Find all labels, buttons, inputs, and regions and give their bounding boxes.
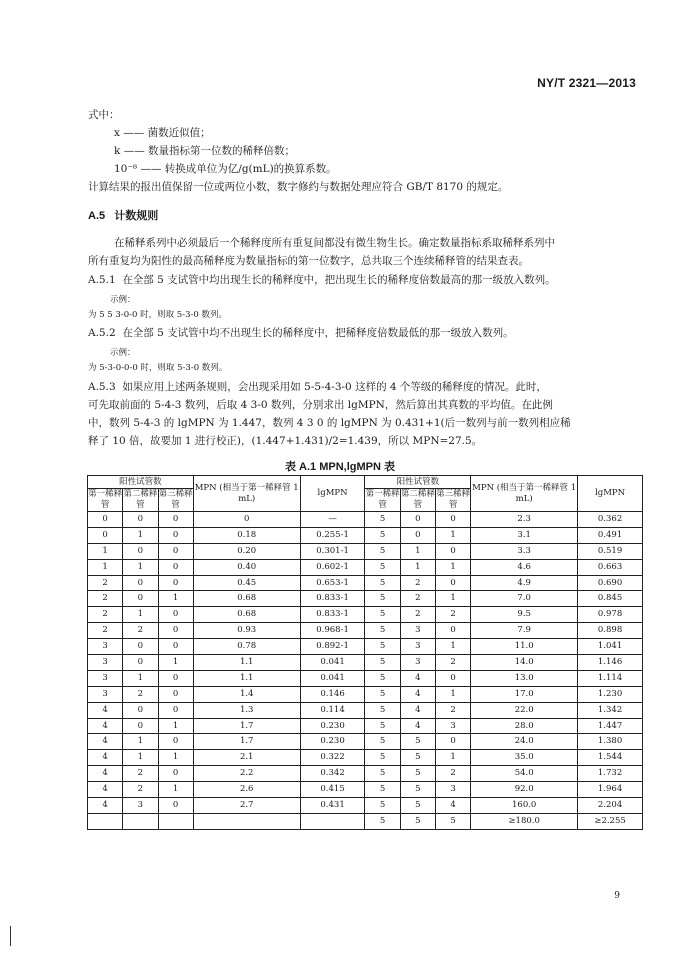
cell-dil-2: 2: [123, 623, 158, 639]
cell-lgmpn: 0.833-1: [300, 591, 365, 607]
cell-dil-2: 2: [123, 766, 158, 782]
cell-lgmpn: 0.653-1: [300, 575, 365, 591]
mpn-header-right: MPN (相当于第一稀释管 1 mL): [471, 476, 578, 512]
cell-mpn: 13.0: [471, 670, 578, 686]
cell-dil-1: 5: [365, 527, 400, 543]
cell-dil-2: 2: [400, 575, 435, 591]
cell-dil-3: 0: [435, 734, 470, 750]
cell-lgmpn: 1.041: [578, 639, 643, 655]
section-heading: [88, 209, 158, 223]
cell-dil-2: 5: [400, 798, 435, 814]
cell-dil-2: 1: [123, 559, 158, 575]
cell-lgmpn: 1.380: [578, 734, 643, 750]
table-row: [88, 623, 643, 639]
cell-dil-1: 3: [88, 670, 123, 686]
cell-dil-1: 4: [88, 798, 123, 814]
group-header-left: 阳性试管数: [88, 476, 194, 489]
cell-mpn: 2.3: [471, 512, 578, 528]
table-row: [88, 591, 643, 607]
sub-header-3: 第三稀释管: [158, 489, 193, 510]
cell-mpn: 14.0: [471, 655, 578, 671]
cell-mpn: 9.5: [471, 607, 578, 623]
cell-lgmpn: 0.255-1: [300, 527, 365, 543]
rule-a53-line3: 中，数列 5-4-3 的 lgMPN 为 1.447，数列 4 3 0 的 lgMPN 为 0.431+1(后一数列与前一数列相应稀: [88, 417, 571, 429]
formula-note-3: 10⁻⁸ —— 转换成单位为亿/g(mL)的换算系数。: [114, 163, 337, 175]
rule-text: 如果应用上述两条规则，会出现采用如 5-5-4-3-0 这样的 4 个等级的稀释度的情况。此时，: [122, 381, 547, 393]
table-row: [88, 686, 643, 702]
cell-dil-1: 2: [88, 607, 123, 623]
cell-dil-1: 0: [88, 527, 123, 543]
cell-dil-3: 0: [158, 798, 193, 814]
cell-mpn: 1.7: [193, 734, 300, 750]
cell-dil-2: 1: [123, 607, 158, 623]
cell-lgmpn: 0.690: [578, 575, 643, 591]
cell-dil-1: 3: [88, 686, 123, 702]
cell-dil-1: [88, 813, 123, 829]
cell-mpn: 4.6: [471, 559, 578, 575]
standard-code: NY/T 2321—2013: [537, 76, 636, 90]
cell-dil-2: 4: [400, 702, 435, 718]
cell-lgmpn: 0.230: [300, 734, 365, 750]
cell-dil-1: 1: [88, 543, 123, 559]
cell-dil-2: 0: [123, 655, 158, 671]
cell-lgmpn: 0.342: [300, 766, 365, 782]
rule-a53-line2: 可先取前面的 5-4-3 数列，后取 4 3-0 数列，分别求出 lgMPN，然后算出其真数的平均值。在此例: [88, 399, 553, 411]
cell-dil-2: 0: [123, 718, 158, 734]
table-row: [88, 527, 643, 543]
cell-dil-1: 5: [365, 702, 400, 718]
cell-dil-2: 5: [400, 782, 435, 798]
cell-dil-1: 5: [365, 798, 400, 814]
cell-dil-3: 3: [435, 782, 470, 798]
cell-dil-2: 1: [123, 734, 158, 750]
cell-lgmpn: 0.415: [300, 782, 365, 798]
cell-dil-3: 1: [435, 591, 470, 607]
example-label-1: 示例：: [110, 295, 136, 305]
table-row: [88, 575, 643, 591]
cell-mpn: 2.1: [193, 750, 300, 766]
cell-dil-3: 0: [158, 527, 193, 543]
cell-dil-2: 2: [123, 686, 158, 702]
cell-dil-1: 4: [88, 750, 123, 766]
lg-header-left: lgMPN: [300, 476, 365, 512]
cell-dil-2: 4: [400, 686, 435, 702]
cell-dil-2: 0: [123, 702, 158, 718]
cell-dil-3: 0: [158, 639, 193, 655]
rule-number: A.5.2: [88, 327, 116, 339]
rule-text: 在全部 5 支试管中均不出现生长的稀释度中，把稀释度倍数最低的那一级放入数列。: [122, 327, 514, 339]
cell-lgmpn: 0.362: [578, 512, 643, 528]
cell-lgmpn: 1.230: [578, 686, 643, 702]
cell-mpn: 24.0: [471, 734, 578, 750]
cell-dil-1: 4: [88, 718, 123, 734]
rule-a52: [88, 326, 514, 340]
cell-dil-1: 5: [365, 639, 400, 655]
cell-dil-3: 0: [158, 734, 193, 750]
cell-dil-1: 0: [88, 512, 123, 528]
cell-dil-3: 4: [435, 798, 470, 814]
cell-dil-3: 0: [435, 575, 470, 591]
cell-mpn: 0.20: [193, 543, 300, 559]
cell-dil-3: 0: [435, 543, 470, 559]
cell-dil-3: 0: [435, 623, 470, 639]
cell-lgmpn: 1.114: [578, 670, 643, 686]
cell-dil-3: 2: [435, 702, 470, 718]
sub-header-3: 第三稀释管: [436, 489, 471, 510]
cell-mpn: [193, 813, 300, 829]
cell-dil-1: 5: [365, 686, 400, 702]
cell-dil-1: 5: [365, 813, 400, 829]
cell-mpn: 1.4: [193, 686, 300, 702]
cell-mpn: 1.7: [193, 718, 300, 734]
formula-note-2: k —— 数量指标第一位数的稀释倍数；: [114, 145, 296, 157]
cell-dil-2: 0: [123, 591, 158, 607]
cell-lgmpn: [300, 813, 365, 829]
sub-header-1: 第一稀释管: [365, 489, 400, 510]
cell-dil-3: 1: [158, 655, 193, 671]
sub-header-2: 第二稀释管: [123, 489, 158, 510]
cell-dil-3: [158, 813, 193, 829]
cell-dil-3: 0: [158, 623, 193, 639]
cell-dil-3: 1: [435, 686, 470, 702]
cell-dil-3: 1: [158, 718, 193, 734]
cell-dil-3: 0: [158, 543, 193, 559]
intro-line-2: 所有重复均为阳性的最高稀释度为数量指标的第一位数字，总共取三个连续稀释管的结果查表。: [88, 255, 529, 267]
cell-dil-2: 4: [400, 670, 435, 686]
cell-mpn: 28.0: [471, 718, 578, 734]
page-number: 9: [614, 891, 620, 901]
cell-dil-2: 3: [400, 655, 435, 671]
table-row: [88, 670, 643, 686]
intro-line-1: 在稀释系列中必须最后一个稀释度所有重复间都没有微生物生长。确定数量指标系取稀释系列中: [114, 237, 555, 249]
cell-mpn: 1.3: [193, 702, 300, 718]
cell-dil-1: 3: [88, 639, 123, 655]
scan-mark: [10, 926, 11, 946]
cell-dil-3: 1: [158, 591, 193, 607]
group-header-right: 阳性试管数: [365, 476, 471, 489]
cell-mpn: 0.68: [193, 591, 300, 607]
cell-dil-3: 0: [435, 512, 470, 528]
cell-lgmpn: ≥2.255: [578, 813, 643, 829]
mpn-table: [87, 475, 643, 830]
lg-header-right: lgMPN: [578, 476, 643, 512]
cell-dil-2: 5: [400, 734, 435, 750]
cell-dil-2: 0: [400, 527, 435, 543]
cell-mpn: 0: [193, 512, 300, 528]
cell-dil-3: 0: [158, 766, 193, 782]
cell-dil-3: 0: [158, 575, 193, 591]
cell-dil-3: 0: [158, 607, 193, 623]
example-1: 为 5 5 3-0-0 时，则取 5-3-0 数列。: [88, 310, 227, 320]
table-row: [88, 607, 643, 623]
cell-dil-2: 4: [400, 718, 435, 734]
section-title: 计数规则: [114, 210, 159, 222]
cell-dil-1: 5: [365, 575, 400, 591]
cell-dil-2: 2: [123, 782, 158, 798]
cell-mpn: 7.0: [471, 591, 578, 607]
rule-a53-line1: [88, 380, 547, 394]
cell-dil-1: 5: [365, 512, 400, 528]
cell-dil-1: 1: [88, 559, 123, 575]
table-row: [88, 766, 643, 782]
cell-dil-1: 5: [365, 734, 400, 750]
cell-mpn: 0.78: [193, 639, 300, 655]
cell-dil-1: 2: [88, 623, 123, 639]
cell-dil-1: 5: [365, 543, 400, 559]
cell-mpn: 0.40: [193, 559, 300, 575]
table-row: [88, 559, 643, 575]
cell-lgmpn: 0.431: [300, 798, 365, 814]
cell-dil-3: 0: [158, 559, 193, 575]
cell-dil-2: 0: [123, 639, 158, 655]
cell-dil-1: 5: [365, 623, 400, 639]
cell-lgmpn: 1.544: [578, 750, 643, 766]
cell-dil-3: 1: [158, 782, 193, 798]
cell-lgmpn: 0.978: [578, 607, 643, 623]
cell-mpn: 0.18: [193, 527, 300, 543]
cell-dil-2: 0: [123, 512, 158, 528]
example-2: 为 5-3-0-0-0 时，则取 5-3-0 数列。: [88, 363, 228, 373]
cell-mpn: ≥180.0: [471, 813, 578, 829]
sub-header-2: 第二稀释管: [400, 489, 435, 510]
cell-dil-3: 1: [435, 559, 470, 575]
table-row: [88, 543, 643, 559]
cell-mpn: 17.0: [471, 686, 578, 702]
cell-dil-2: 2: [400, 591, 435, 607]
cell-dil-2: 1: [123, 670, 158, 686]
rule-a53-line4: 释了 10 倍，故要加 1 进行校正)，(1.447+1.431)/2=1.439，所以 MPN=27.5。: [88, 435, 483, 447]
cell-dil-2: 1: [400, 559, 435, 575]
cell-dil-1: 4: [88, 766, 123, 782]
cell-lgmpn: 1.447: [578, 718, 643, 734]
cell-mpn: 0.45: [193, 575, 300, 591]
cell-dil-2: 5: [400, 750, 435, 766]
cell-lgmpn: 1.146: [578, 655, 643, 671]
cell-dil-1: 5: [365, 670, 400, 686]
cell-mpn: 11.0: [471, 639, 578, 655]
cell-dil-1: 5: [365, 766, 400, 782]
result-note: 计算结果的报出值保留一位或两位小数，数字修约与数据处理应符合 GB/T 8170 的规定。: [88, 181, 509, 193]
cell-dil-2: 1: [123, 750, 158, 766]
cell-dil-1: 5: [365, 655, 400, 671]
cell-dil-2: 3: [123, 798, 158, 814]
cell-lgmpn: —: [300, 512, 365, 528]
cell-mpn: 22.0: [471, 702, 578, 718]
cell-lgmpn: 0.114: [300, 702, 365, 718]
cell-lgmpn: 0.663: [578, 559, 643, 575]
table-row: [88, 702, 643, 718]
table-row: [88, 718, 643, 734]
cell-lgmpn: 0.833-1: [300, 607, 365, 623]
cell-mpn: 0.68: [193, 607, 300, 623]
cell-mpn: 1.1: [193, 655, 300, 671]
cell-lgmpn: 1.342: [578, 702, 643, 718]
cell-mpn: 4.9: [471, 575, 578, 591]
cell-mpn: 3.1: [471, 527, 578, 543]
cell-dil-2: 5: [400, 766, 435, 782]
table-caption: 表 A.1 MPN,lgMPN 表: [284, 461, 395, 473]
cell-dil-3: 1: [435, 639, 470, 655]
table-row: [88, 782, 643, 798]
table-row: [88, 512, 643, 528]
cell-dil-3: 1: [435, 750, 470, 766]
table-row: [88, 639, 643, 655]
cell-dil-2: 1: [123, 527, 158, 543]
cell-dil-3: 0: [158, 512, 193, 528]
cell-dil-3: 0: [435, 670, 470, 686]
cell-mpn: 35.0: [471, 750, 578, 766]
cell-dil-3: 1: [158, 750, 193, 766]
cell-dil-3: 2: [435, 655, 470, 671]
cell-dil-2: 0: [123, 575, 158, 591]
rule-number: A.5.1: [88, 274, 116, 286]
cell-dil-3: 3: [435, 718, 470, 734]
cell-mpn: 7.9: [471, 623, 578, 639]
table-row: [88, 734, 643, 750]
table-row: [88, 798, 643, 814]
cell-dil-1: 2: [88, 591, 123, 607]
sub-header-1: 第一稀释管: [88, 489, 123, 510]
cell-dil-2: 1: [400, 543, 435, 559]
cell-lgmpn: 0.230: [300, 718, 365, 734]
cell-lgmpn: 1.964: [578, 782, 643, 798]
cell-mpn: 1.1: [193, 670, 300, 686]
cell-dil-1: 5: [365, 607, 400, 623]
cell-dil-3: 2: [435, 607, 470, 623]
cell-mpn: 2.7: [193, 798, 300, 814]
cell-lgmpn: 0.968-1: [300, 623, 365, 639]
cell-dil-1: 5: [365, 750, 400, 766]
cell-lgmpn: 0.519: [578, 543, 643, 559]
cell-lgmpn: 0.892-1: [300, 639, 365, 655]
cell-dil-2: 0: [400, 512, 435, 528]
cell-lgmpn: 0.041: [300, 670, 365, 686]
cell-dil-1: 5: [365, 782, 400, 798]
table-row: [88, 813, 643, 829]
rule-a51: [88, 273, 556, 287]
cell-dil-2: [123, 813, 158, 829]
rule-number: A.5.3: [88, 381, 116, 393]
cell-dil-2: 0: [123, 543, 158, 559]
cell-mpn: 2.2: [193, 766, 300, 782]
cell-dil-1: 2: [88, 575, 123, 591]
cell-dil-3: 0: [158, 686, 193, 702]
cell-lgmpn: 2.204: [578, 798, 643, 814]
example-label-2: 示例：: [110, 348, 136, 358]
cell-dil-3: 0: [158, 702, 193, 718]
cell-dil-1: 5: [365, 591, 400, 607]
section-number: A.5: [88, 210, 106, 222]
cell-dil-3: 5: [435, 813, 470, 829]
cell-dil-1: 5: [365, 718, 400, 734]
cell-lgmpn: 1.732: [578, 766, 643, 782]
cell-dil-1: 4: [88, 734, 123, 750]
cell-lgmpn: 0.146: [300, 686, 365, 702]
cell-lgmpn: 0.322: [300, 750, 365, 766]
cell-dil-3: 1: [435, 527, 470, 543]
cell-mpn: 92.0: [471, 782, 578, 798]
cell-lgmpn: 0.491: [578, 527, 643, 543]
cell-dil-2: 3: [400, 623, 435, 639]
formula-intro: 式中：: [88, 109, 120, 121]
cell-dil-1: 4: [88, 782, 123, 798]
cell-lgmpn: 0.845: [578, 591, 643, 607]
table-row: [88, 655, 643, 671]
cell-dil-1: 3: [88, 655, 123, 671]
cell-mpn: 2.6: [193, 782, 300, 798]
mpn-header-left: MPN (相当于第一稀释管 1 mL): [193, 476, 300, 512]
formula-note-1: x —— 菌数近似值；: [114, 127, 211, 139]
cell-dil-3: 2: [435, 766, 470, 782]
cell-mpn: 54.0: [471, 766, 578, 782]
table-row: [88, 750, 643, 766]
cell-lgmpn: 0.041: [300, 655, 365, 671]
cell-mpn: 0.93: [193, 623, 300, 639]
cell-mpn: 3.3: [471, 543, 578, 559]
cell-dil-2: 5: [400, 813, 435, 829]
cell-dil-2: 3: [400, 639, 435, 655]
cell-mpn: 160.0: [471, 798, 578, 814]
cell-dil-1: 4: [88, 702, 123, 718]
cell-dil-3: 0: [158, 670, 193, 686]
cell-lgmpn: 0.898: [578, 623, 643, 639]
cell-dil-2: 2: [400, 607, 435, 623]
cell-lgmpn: 0.301-1: [300, 543, 365, 559]
cell-lgmpn: 0.602-1: [300, 559, 365, 575]
cell-dil-1: 5: [365, 559, 400, 575]
rule-text: 在全部 5 支试管中均出现生长的稀释度中，把出现生长的稀释度倍数最高的那一级放入数列。: [122, 274, 556, 286]
